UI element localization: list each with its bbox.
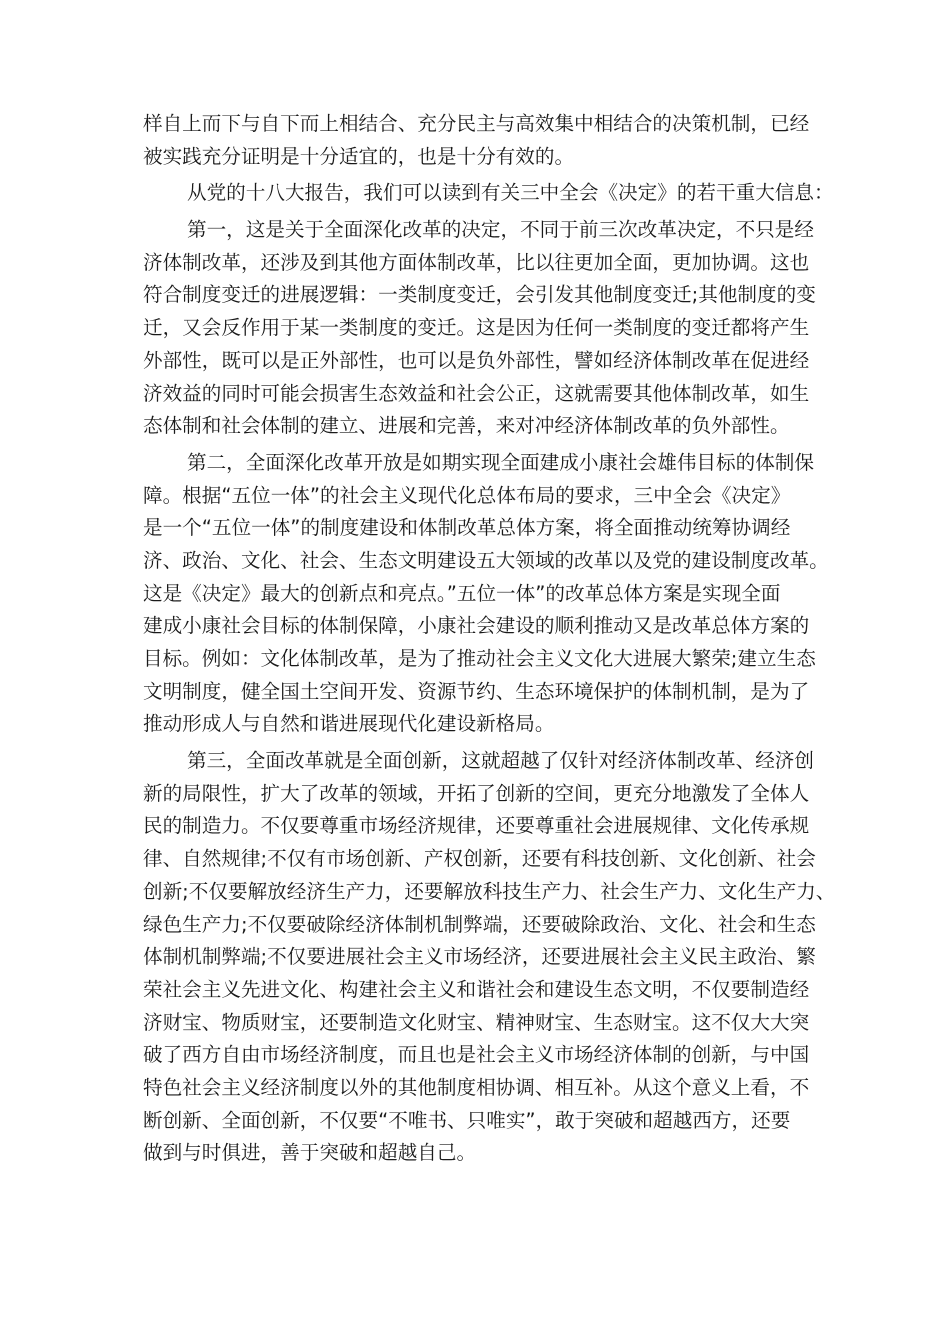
text-line: 做到与时俱进，善于突破和超越自己。 bbox=[143, 1141, 477, 1165]
body-text bbox=[143, 108, 836, 1174]
text-line: 迁，又会反作用于某一类制度的变迁。这是因为任何一类制度的变迁都将产生 bbox=[143, 316, 810, 340]
text-line: 障。根据“五位一体”的社会主义现代化总体布局的要求，三中全会《决定》 bbox=[143, 483, 791, 507]
text-line: 符合制度变迁的进展逻辑：一类制度变迁，会引发其他制度变迁;其他制度的变 bbox=[143, 283, 816, 307]
text-line: 外部性，既可以是正外部性，也可以是负外部性，譬如经济体制改革在促进经 bbox=[143, 348, 810, 372]
text-line: 从党的十八大报告，我们可以读到有关三中全会《决定》的若干重大信息： bbox=[187, 181, 834, 205]
text-line: 济效益的同时可能会损害生态效益和社会公正，这就需要其他体制改革，如生 bbox=[143, 381, 810, 405]
paragraph bbox=[143, 745, 836, 1170]
text-line: 建成小康社会目标的体制保障，小康社会建设的顺利推动又是改革总体方案的 bbox=[143, 614, 810, 638]
text-line: 第二，全面深化改革开放是如期实现全面建成小康社会雄伟目标的体制保 bbox=[187, 450, 814, 474]
text-line: 创新;不仅要解放经济生产力，还要解放科技生产力、社会生产力、文化生产力、 bbox=[143, 879, 836, 903]
text-line: 样自上而下与自下而上相结合、充分民主与高效集中相结合的决策机制，已经 bbox=[143, 112, 810, 135]
text-line: 是一个“五位一体”的制度建设和体制改革总体方案，将全面推动统筹协调经 bbox=[143, 516, 791, 540]
text-line: 新的局限性，扩大了改革的领域，开拓了创新的空间，更充分地激发了全体人 bbox=[143, 781, 810, 805]
text-line: 破了西方自由市场经济制度，而且也是社会主义市场经济体制的创新，与中国 bbox=[143, 1043, 810, 1067]
text-line: 济体制改革，还涉及到其他方面体制改革，比以往更加全面，更加协调。这也 bbox=[143, 250, 810, 274]
text-line: 推动形成人与自然和谐进展现代化建设新格局。 bbox=[143, 712, 555, 736]
paragraph bbox=[143, 447, 829, 741]
paragraph bbox=[143, 214, 823, 443]
text-line: 目标。例如：文化体制改革，是为了推动社会主义文化大进展大繁荣;建立生态 bbox=[143, 647, 816, 670]
text-line: 济财宝、物质财宝，还要制造文化财宝、精神财宝、生态财宝。这不仅大大突 bbox=[143, 1010, 810, 1034]
text-line: 这是《决定》最大的创新点和亮点。”五位一体”的改革总体方案是实现全面 bbox=[143, 581, 781, 605]
text-line: 第一，这是关于全面深化改革的决定，不同于前三次改革决定，不只是经 bbox=[187, 218, 814, 242]
text-line: 民的制造力。不仅要尊重市场经济规律，还要尊重社会进展规律、文化传承规 bbox=[143, 814, 810, 838]
text-line: 断创新、全面创新，不仅要“不唯书、只唯实”，敢于突破和超越西方，还要 bbox=[143, 1108, 791, 1132]
text-line: 绿色生产力;不仅要破除经济体制机制弊端，还要破除政治、文化、社会和生态 bbox=[143, 912, 816, 936]
paragraph bbox=[143, 177, 834, 210]
text-line: 济、政治、文化、社会、生态文明建设五大领域的改革以及党的建设制度改革。 bbox=[143, 548, 829, 572]
text-line: 文明制度，健全国土空间开发、资源节约、生态环境保护的体制机制，是为了 bbox=[143, 679, 810, 703]
text-line: 态体制和社会体制的建立、进展和完善，来对冲经济体制改革的负外部性。 bbox=[143, 414, 790, 438]
text-line: 体制机制弊端;不仅要进展社会主义市场经济，还要进展社会主义民主政治、繁 bbox=[143, 945, 816, 969]
text-line: 被实践充分证明是十分适宜的，也是十分有效的。 bbox=[143, 144, 575, 168]
paragraph bbox=[143, 108, 823, 173]
text-line: 荣社会主义先进文化、构建社会主义和谐社会和建设生态文明，不仅要制造经 bbox=[143, 977, 810, 1001]
text-line: 律、自然规律;不仅有市场创新、产权创新，还要有科技创新、文化创新、社会 bbox=[143, 847, 816, 871]
text-line: 第三，全面改革就是全面创新，这就超越了仅针对经济体制改革、经济创 bbox=[187, 749, 814, 773]
text-line: 特色社会主义经济制度以外的其他制度相协调、相互补。从这个意义上看，不 bbox=[143, 1075, 810, 1099]
